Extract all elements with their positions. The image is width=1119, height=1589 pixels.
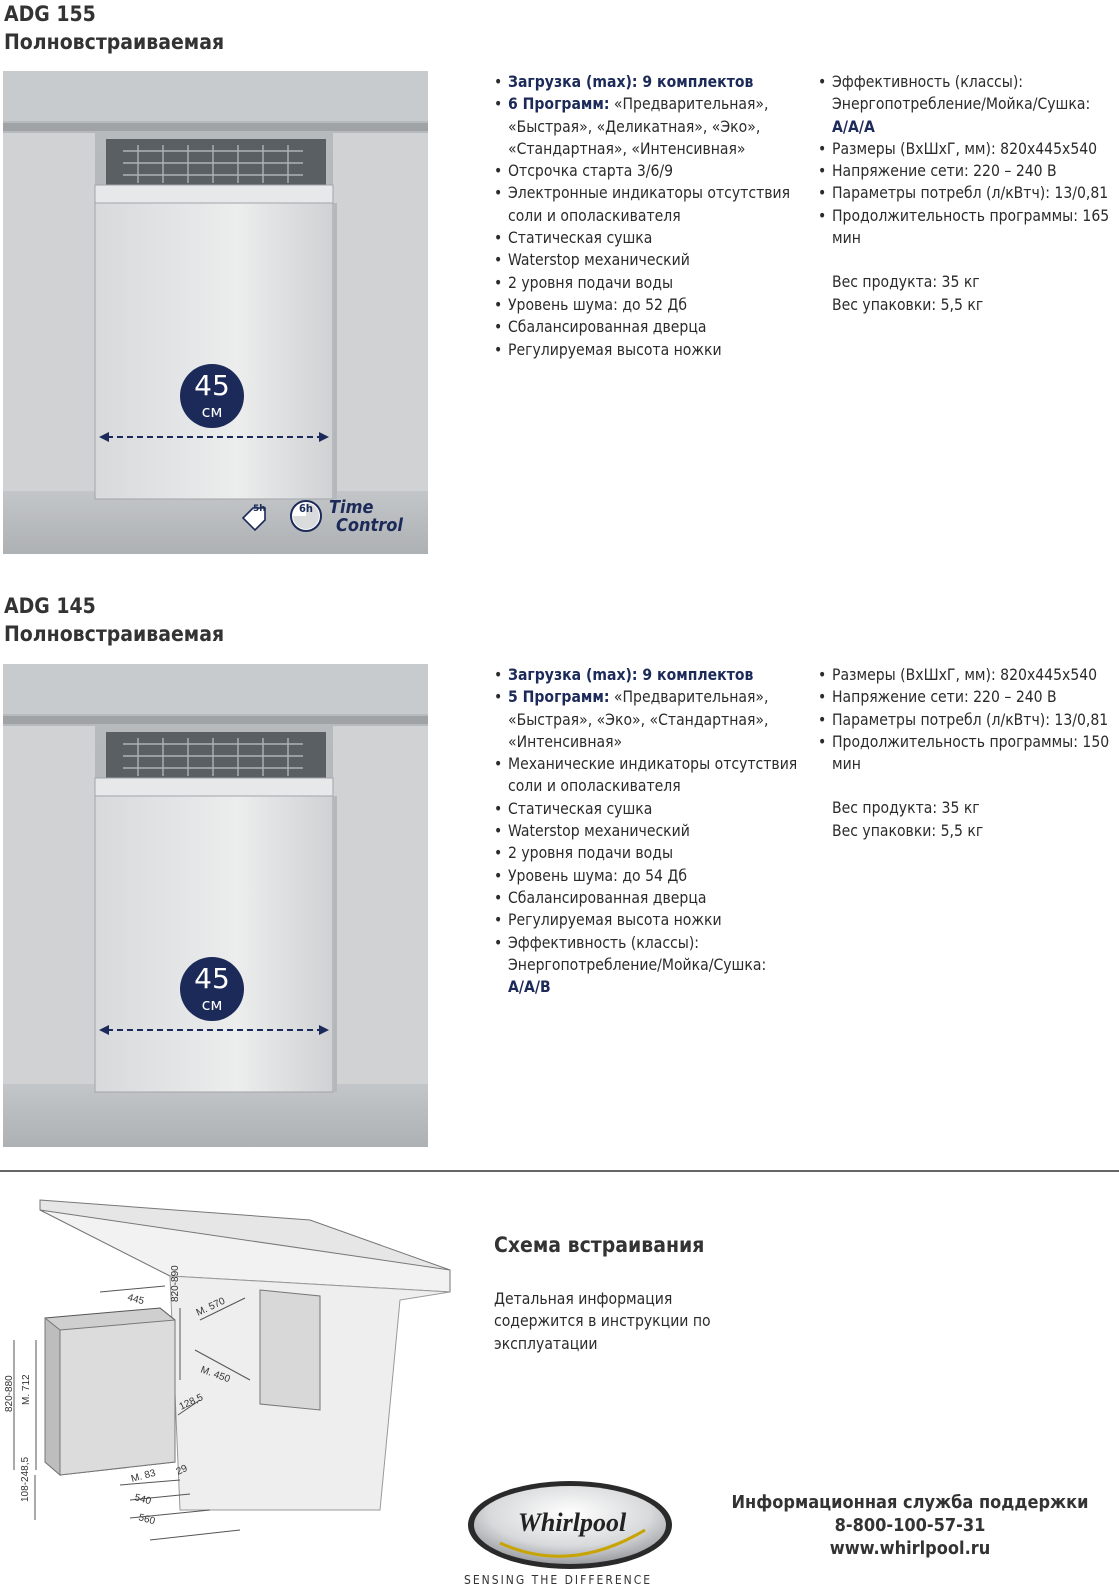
feature-item: • Регулируемая высота ножки	[494, 909, 804, 931]
feature-item: • Статическая сушка	[494, 227, 804, 249]
dim-m570: M. 570	[194, 1295, 227, 1319]
spec-item: • Напряжение сети: 220 – 240 В	[818, 686, 1118, 708]
product-2-specs	[818, 664, 1118, 842]
spec-item: • Параметры потребл (л/кВтч): 13/0,81	[818, 709, 1118, 731]
spec-efficiency: • Эффективность (классы): Энергопотребление/Мойка/Сушка: A/A/A	[818, 71, 1118, 138]
feature-item: • Загрузка (max): 9 комплектов	[494, 664, 804, 686]
spec-efficiency: • Эффективность (классы): Энергопотребление/Мойка/Сушка: A/A/B	[494, 932, 804, 999]
feature-item: • 2 уровня подачи воды	[494, 842, 804, 864]
dim-540: 540	[133, 1492, 153, 1508]
feature-item: • 2 уровня подачи воды	[494, 272, 804, 294]
feature-item: • Waterstop механический	[494, 249, 804, 271]
schema-title: Схема встраивания	[494, 1233, 705, 1257]
feature-item: • Уровень шума: до 52 Дб	[494, 294, 804, 316]
product-1-photo	[3, 71, 428, 554]
installation-diagram	[0, 1180, 460, 1580]
feature-item: • 6 Программ: «Предварительная», «Быстрая», «Деликатная», «Эко», «Стандартная», «Интенсивная»	[494, 93, 804, 160]
feature-item: • Электронные индикаторы отсутствия соли и ополаскивателя	[494, 182, 804, 227]
weight-product: Вес продукта: 35 кг	[832, 273, 980, 292]
feature-item: • Уровень шума: до 54 Дб	[494, 865, 804, 887]
feature-item: • Waterstop механический	[494, 820, 804, 842]
width-badge-unit: см	[201, 402, 223, 421]
dim-560: 560	[137, 1512, 157, 1528]
product-2-model: ADG 145	[4, 594, 96, 618]
spec-item: • Размеры (ВхШхГ, мм): 820x445x540	[818, 664, 1118, 686]
product-1-model: ADG 155	[4, 2, 96, 26]
product-2-type: Полновстраиваемая	[4, 622, 225, 646]
width-badge-value: 45	[194, 962, 230, 995]
spec-item: • Параметры потребл (л/кВтч): 13/0,81	[818, 182, 1118, 204]
support-block	[730, 1491, 1090, 1560]
support-title: Информационная служба поддержки	[731, 1492, 1089, 1513]
feature-item: • Регулируемая высота ножки	[494, 339, 804, 361]
svg-text:5h: 5h	[253, 504, 266, 514]
feature-item: • Сбалансированная дверца	[494, 887, 804, 909]
feature-item: • Механические индикаторы отсутствия соли и ополаскивателя	[494, 753, 804, 798]
feature-item: • 5 Программ: «Предварительная», «Быстрая», «Эко», «Стандартная», «Интенсивная»	[494, 686, 804, 753]
time-control-line1: Time	[329, 497, 374, 518]
dim-445: 445	[126, 1292, 146, 1308]
feature-item: • Загрузка (max): 9 комплектов	[494, 71, 804, 93]
schema-description: Детальная информация содержится в инструкции по эксплуатации	[494, 1290, 711, 1353]
support-phone[interactable]: 8-800-100-57-31	[834, 1515, 986, 1536]
dim-m712: M. 712	[21, 1374, 32, 1405]
feature-item: • Сбалансированная дверца	[494, 316, 804, 338]
svg-text:6h: 6h	[299, 502, 313, 515]
dim-m450: M. 450	[198, 1364, 232, 1386]
dim-m83: M. 83	[129, 1467, 157, 1485]
spec-item: • Напряжение сети: 220 – 240 В	[818, 160, 1118, 182]
logo-text: Whirlpool	[517, 1508, 627, 1537]
width-badge-unit: см	[201, 995, 223, 1014]
weight-package: Вес упаковки: 5,5 кг	[832, 295, 984, 314]
dishwasher-image	[3, 71, 428, 554]
product-2-features	[494, 664, 804, 998]
dim-128-5: 128,5	[177, 1392, 205, 1413]
product-1-type: Полновстраиваемая	[4, 30, 225, 54]
dim-108-248: 108-248,5	[20, 1456, 31, 1502]
weight-package: Вес упаковки: 5,5 кг	[832, 821, 984, 840]
section-divider	[0, 1170, 1119, 1172]
feature-item: • Отсрочка старта 3/6/9	[494, 160, 804, 182]
feature-item: • Статическая сушка	[494, 798, 804, 820]
spec-item: • Продолжительность программы: 150 мин	[818, 731, 1118, 776]
tagline: SENSING THE DIFFERENCE	[464, 1573, 653, 1587]
dim-29: 29	[174, 1463, 190, 1478]
whirlpool-logo	[460, 1475, 680, 1580]
width-badge-value: 45	[194, 369, 230, 402]
product-2-photo	[3, 664, 428, 1147]
weight-product: Вес продукта: 35 кг	[832, 799, 980, 818]
product-1-features	[494, 71, 804, 361]
dishwasher-image	[3, 664, 428, 1147]
spec-item: • Продолжительность программы: 165 мин	[818, 205, 1118, 250]
spec-item: • Размеры (ВхШхГ, мм): 820x445x540	[818, 138, 1118, 160]
dim-820-880: 820-880	[4, 1375, 15, 1412]
dim-820-890: 820-890	[170, 1265, 181, 1302]
support-website[interactable]: www.whirlpool.ru	[829, 1538, 991, 1559]
product-1-specs	[818, 71, 1118, 316]
time-control-line2: Control	[336, 515, 403, 536]
